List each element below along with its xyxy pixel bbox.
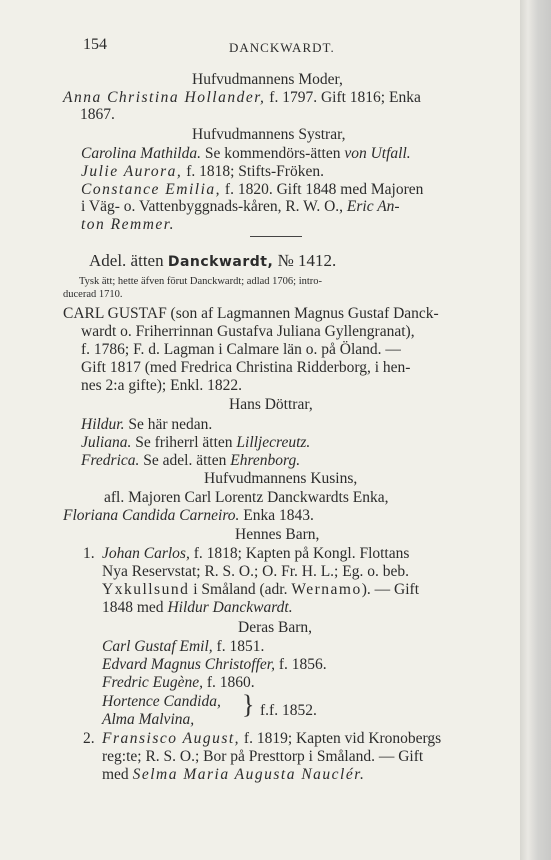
section-heading-children: Hennes Barn, — [235, 526, 320, 543]
child-number: 2. — [83, 730, 95, 747]
family-title: Adel. ätten Danckwardt, № 1412. — [89, 251, 337, 270]
cousin-entry: afl. Majoren Carl Lorentz Danckwardts Enka, — [104, 489, 389, 506]
child-entry-cont: Nya Reservstat; R. S. O.; O. Fr. H. L.; Eg. o. beb. — [102, 563, 409, 580]
section-heading-daughters: Hans Döttrar, — [229, 396, 313, 413]
daughter-entry: Hildur. Se här nedan. — [81, 416, 213, 433]
sister-entry: Constance Emilia, f. 1820. Gift 1848 med Majoren — [81, 181, 424, 198]
divider-rule — [250, 236, 302, 237]
section-heading-cousin: Hufvudmannens Kusins, — [204, 470, 358, 487]
main-entry-cont: Gift 1817 (med Fredrica Christina Ridderborg, i hen- — [81, 359, 411, 376]
mother-entry: Anna Christina Hollander, f. 1797. Gift 1816; Enka — [63, 89, 421, 106]
grandchild-entry: Fredric Eugène, f. 1860. — [102, 674, 255, 691]
sister-entry-cont: i Väg- o. Vattenbyggnads-kåren, R. W. O., Eric An- — [81, 198, 400, 215]
child-entry: Johan Carlos, f. 1818; Kapten på Kongl. Flottans — [102, 545, 410, 562]
child-entry-cont: 1848 med Hildur Danckwardt. — [102, 599, 293, 616]
daughter-entry: Fredrica. Se adel. ätten Ehrenborg. — [81, 452, 301, 469]
child-entry-cont: reg:te; R. S. O.; Bor på Presttorp i Småland. — Gift — [102, 748, 424, 765]
section-heading-sisters: Hufvudmannens Systrar, — [192, 126, 346, 143]
child-entry-cont: med Selma Maria Augusta Nauclér. — [102, 766, 366, 783]
grandchild-entry: Carl Gustaf Emil, f. 1851. — [102, 638, 265, 655]
main-entry-cont: nes 2:a gifte); Enkl. 1822. — [81, 377, 242, 394]
grandchild-twin-entry: Hortence Candida, — [102, 693, 221, 710]
running-head: DANCKWARDT. — [229, 40, 335, 55]
page-number: 154 — [83, 36, 107, 53]
sister-entry: Julie Aurora, f. 1818; Stifts-Fröken. — [81, 163, 324, 180]
main-entry-cont: wardt o. Friherrinnan Gustafva Juliana Gyllengranat), — [81, 323, 415, 340]
sister-entry-cont: ton Remmer. — [81, 216, 175, 233]
section-heading-grandchildren: Deras Barn, — [238, 619, 313, 636]
child-entry: Fransisco August, f. 1819; Kapten vid Kronobergs — [102, 730, 442, 747]
section-heading-mother: Hufvudmannens Moder, — [192, 71, 343, 88]
child-entry-cont: Yxkullsund i Småland (adr. Wernamo). — Gift — [102, 581, 420, 598]
family-note: Tysk ätt; hette äfven förut Danckwardt; adlad 1706; intro- — [79, 276, 323, 287]
daughter-entry: Juliana. Se friherrl ätten Lilljecreutz. — [81, 434, 311, 451]
child-number: 1. — [83, 545, 95, 562]
grandchild-entry: Edvard Magnus Christoffer, f. 1856. — [102, 656, 327, 673]
page-edge — [520, 0, 551, 860]
main-entry-cont: f. 1786; F. d. Lagman i Calmare län o. på Öland. — — [81, 341, 401, 358]
mother-entry-cont: 1867. — [80, 106, 115, 123]
grandchild-twin-entry: Alma Malvina, — [102, 711, 195, 728]
main-entry: CARL GUSTAF (son af Lagmannen Magnus Gustaf Danck- — [63, 305, 439, 322]
twins-birth-year: f.f. 1852. — [260, 702, 317, 719]
twins-brace: } — [242, 690, 255, 719]
cousin-entry-cont: Floriana Candida Carneiro. Enka 1843. — [63, 507, 314, 524]
family-note-cont: ducerad 1710. — [63, 289, 123, 300]
sister-entry: Carolina Mathilda. Se kommendörs-ätten von Utfall. — [81, 145, 411, 162]
